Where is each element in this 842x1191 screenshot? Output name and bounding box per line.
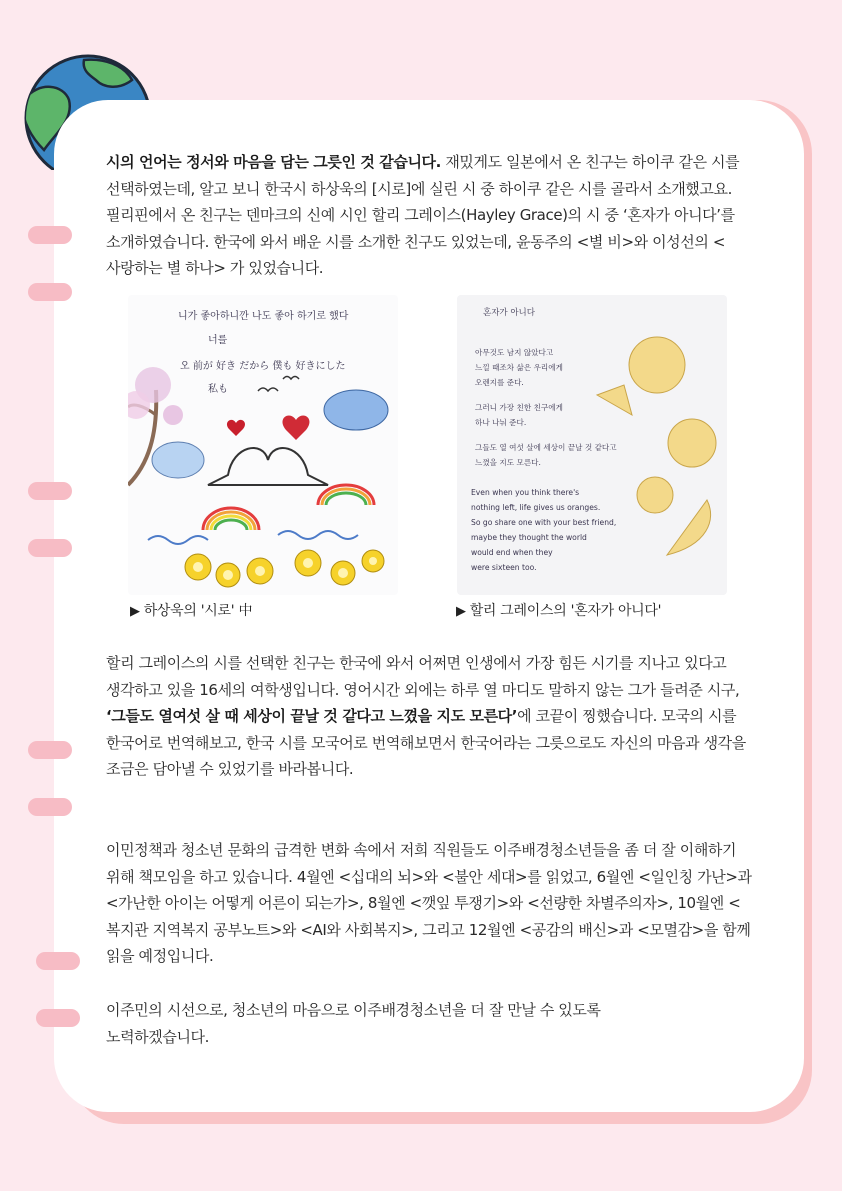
caption-text: 할리 그레이스의 '혼자가 아니다' xyxy=(469,603,662,619)
haiku-drawing-caption xyxy=(130,600,252,620)
binder-ring xyxy=(28,798,72,816)
binder-ring xyxy=(36,952,80,970)
handwriting-line: 하나 나눠 준다. xyxy=(475,418,527,427)
book-club-paragraph: 이민정책과 청소년 문화의 급격한 변화 속에서 저희 직원들도 이주배경청소년들을 좀 더 잘 이해하기 위해 책모임을 하고 있습니다. 4월엔 <십대의 뇌>와 <불안 세대>를 읽었고, 6월엔 <일인칭 가난>과 <가난한 아이는 어떻게 어른이 되는가>, 8월엔 <깻잎 투쟁기>와 <선량한 차별주의자>, 10월엔 <복지관 지역복지 공부노트>와 <AI와 사회복지>, 그리고 12월엔 <공감의 배신>과 <모멸감>을 함께 읽을 예정입니다. xyxy=(106,841,752,965)
intro-bold-sentence: 시의 언어는 정서와 마음을 담는 그릇인 것 같습니다. xyxy=(106,153,441,171)
handwriting-line: 니가 좋아하니깐 나도 좋아 하기로 했다 xyxy=(178,311,349,322)
oranges-poem-caption xyxy=(456,600,661,620)
closing-line-1: 이주민의 시선으로, 청소년의 마음으로 이주배경청소년을 더 잘 만날 수 있도록 xyxy=(106,1001,601,1019)
intro-body-text: 재밌게도 일본에서 온 친구는 하이쿠 같은 시를 선택하였는데, 알고 보니 한국시 하상욱의 [시로]에 실린 시 중 하이쿠 같은 시를 골라서 소개했고요. 필리핀에서 온 친구는 덴마크의 신예 시인 할리 그레이스(Hayley Grace)의 시 중 ‘혼자가 아니다’를 소개하였습니다. 한국에 와서 배운 시를 소개한 친구도 있었는데, 윤동주의 <별 비>와 이성선의 <사랑하는 별 하나> 가 있었습니다. xyxy=(106,153,740,277)
handwriting-line: 아무것도 남지 않았다고 xyxy=(475,348,554,357)
handwriting-line: 느꼈을 지도 모른다. xyxy=(475,458,541,467)
handwriting-line: 오 前が 好き だから 僕も 好きにした xyxy=(180,361,346,372)
binder-ring xyxy=(28,226,72,244)
handwriting-line: would end when they xyxy=(471,548,553,557)
binder-ring xyxy=(28,539,72,557)
oranges-poem-image xyxy=(457,295,727,595)
caption-arrow-icon: ▶ xyxy=(456,604,466,619)
binder-ring xyxy=(28,741,72,759)
poem-quote-bold: ‘그들도 열여섯 살 때 세상이 끝날 것 같다고 느꼈을 지도 모른다’ xyxy=(106,707,518,725)
caption-text: 하상욱의 '시로' 中 xyxy=(143,603,253,619)
intro-paragraph xyxy=(106,149,756,282)
handwriting-line: So go share one with your best friend, xyxy=(471,518,617,527)
handwriting-line: maybe they thought the world xyxy=(471,533,587,542)
handwriting-line: 그들도 열 여섯 살에 세상이 끝날 것 같다고 xyxy=(475,443,617,452)
handwriting-line: 私も xyxy=(208,384,228,395)
handwriting-line: 그러니 가장 친한 친구에게 xyxy=(475,403,563,412)
handwriting-line: nothing left, life gives us oranges. xyxy=(471,503,601,512)
handwriting-line: 너를 xyxy=(208,335,228,346)
handwriting-line: 혼자가 아니다 xyxy=(483,308,535,318)
handwriting-line: 느낄 때조차 삶은 우리에게 xyxy=(475,363,563,372)
handwriting-line: 오렌지를 준다. xyxy=(475,378,524,387)
student-story-text-continued: 에 코끝이 찡했습니다. 모국의 시를 한국어로 번역해보고, 한국 시를 모국어로 번역해보면서 한국어라는 그릇으로도 자신의 마음과 생각을 조금은 담아낼 수 있었기를 바라봅니다. xyxy=(106,707,746,778)
caption-arrow-icon: ▶ xyxy=(130,604,140,619)
handwriting-line: Even when you think there's xyxy=(471,488,580,497)
handwriting-line: were sixteen too. xyxy=(471,563,537,572)
student-story-text: 할리 그레이스의 시를 선택한 친구는 한국에 와서 어쩌면 인생에서 가장 힘든 시기를 지나고 있다고 생각하고 있을 16세의 여학생입니다. 영어시간 외에는 하루 열 마디도 말하지 않는 그가 들려준 시구, xyxy=(106,654,740,699)
haiku-drawing-image xyxy=(128,295,398,595)
closing-paragraph xyxy=(106,997,756,1050)
binder-ring xyxy=(28,482,72,500)
closing-line-2: 노력하겠습니다. xyxy=(106,1027,209,1046)
student-story-paragraph xyxy=(106,650,756,783)
binder-ring xyxy=(28,283,72,301)
binder-ring xyxy=(36,1009,80,1027)
